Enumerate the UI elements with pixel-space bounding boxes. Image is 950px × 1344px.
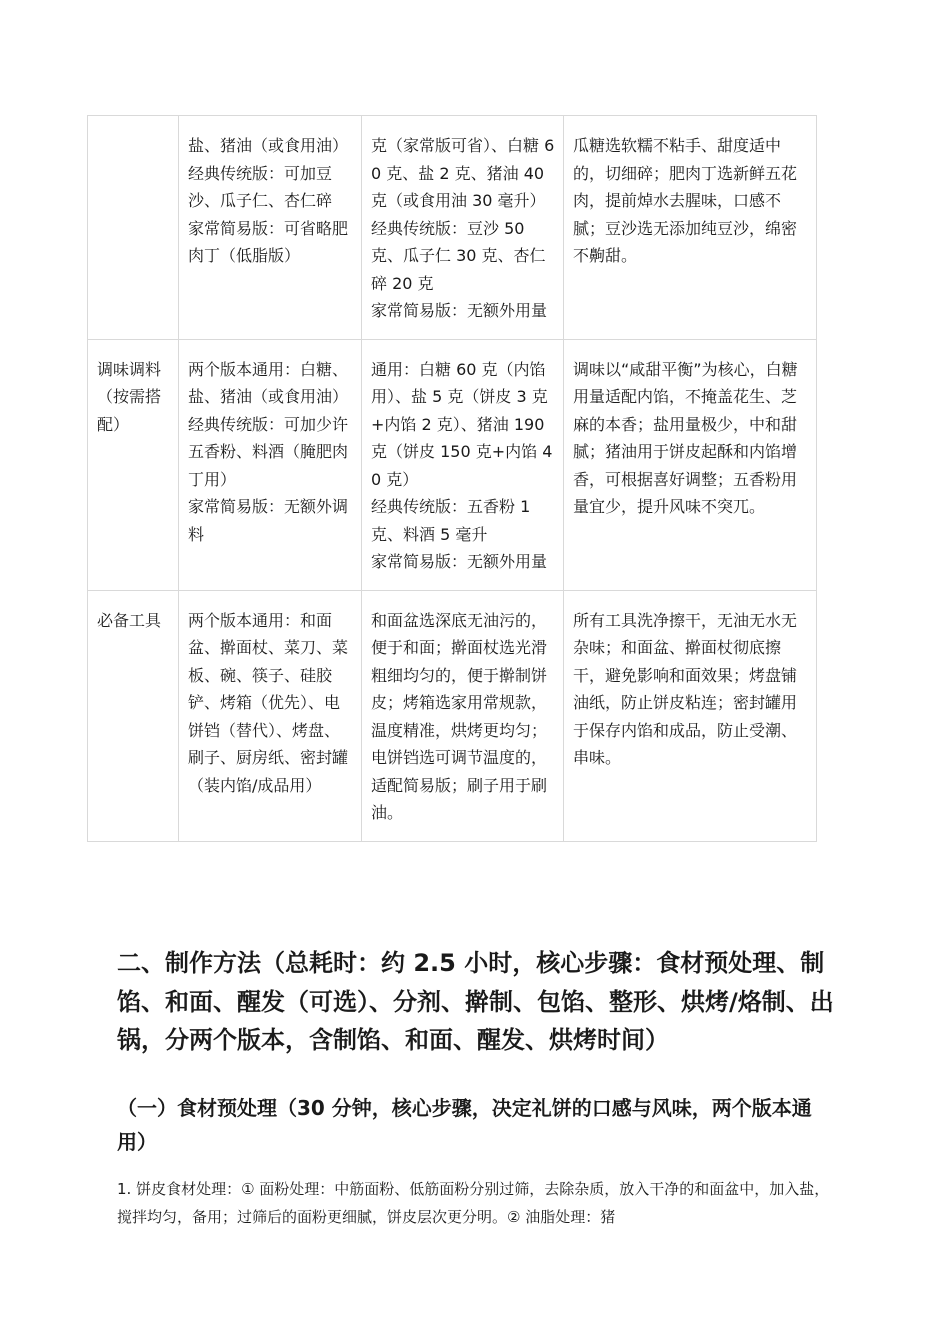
body-paragraph: 1. 饼皮食材处理：① 面粉处理：中筋面粉、低筋面粉分别过筛，去除杂质，放入干净的和面盆中，加入盐，搅拌均匀，备用；过筛后的面粉更细腻，饼皮层次更分明。② 油脂处理：猪 bbox=[117, 1180, 830, 1226]
table-row bbox=[88, 339, 817, 590]
subsection-heading: （一）食材预处理（30 分钟，核心步骤，决定礼饼的口感与风味，两个版本通用） bbox=[117, 1096, 812, 1154]
amount-cell bbox=[362, 339, 564, 590]
row-label-cell: 调味调料（按需搭配） bbox=[88, 339, 179, 590]
versions-cell bbox=[179, 590, 362, 841]
cell-line: 家常简易版：无额外调料 bbox=[188, 497, 349, 544]
notes-cell bbox=[564, 339, 817, 590]
table-row bbox=[88, 116, 817, 340]
versions-cell bbox=[179, 339, 362, 590]
notes-cell bbox=[564, 590, 817, 841]
cell-line: 两个版本通用：白糖、盐、猪油（或食用油） bbox=[188, 359, 349, 406]
cell-line: 家常简易版：无额外用量 bbox=[371, 552, 548, 571]
cell-line: 通用：白糖 60 克（内馅用）、盐 5 克（饼皮 3 克+内馅 2 克）、猪油 190 克（饼皮 150 克+内馅 40 克） bbox=[371, 359, 553, 489]
cell-line: 和面盆选深底无油污的，便于和面；擀面杖选光滑粗细均匀的，便于擀制饼皮；烤箱选家用常规款，温度精准，烘烤更均匀；电饼铛选可调节温度的，适配简易版；刷子用于刷油。 bbox=[371, 610, 548, 822]
cell-line: 经典传统版：豆沙 50 克、瓜子仁 30 克、杏仁碎 20 克 bbox=[371, 218, 546, 293]
cell-line: 调味以“咸甜平衡”为核心，白糖用量适配内馅，不掩盖花生、芝麻的本香；盐用量极少，中和甜腻；猪油用于饼皮起酥和内馅增香，可根据喜好调整；五香粉用量宜少，提升风味不突兀。 bbox=[573, 359, 798, 516]
cell-line: 所有工具洗净擦干，无油无水无杂味；和面盆、擀面杖彻底擦干，避免影响和面效果；烤盘铺油纸，防止饼皮粘连；密封罐用于保存内馅和成品，防止受潮、串味。 bbox=[573, 610, 798, 767]
cell-line: 经典传统版：可加豆沙、瓜子仁、杏仁碎 bbox=[188, 163, 333, 210]
section-heading: 二、制作方法（总耗时：约 2.5 小时，核心步骤：食材预处理、制馅、和面、醒发（可选）、分剂、擀制、包馅、整形、烘烤/烙制、出锅，分两个版本，含制馅、和面、醒发、烘烤时间） bbox=[117, 949, 834, 1054]
versions-cell bbox=[179, 116, 362, 340]
cell-line: 家常简易版：无额外用量 bbox=[371, 301, 548, 320]
amount-cell bbox=[362, 116, 564, 340]
row-label-cell bbox=[88, 116, 179, 340]
cell-line: 经典传统版：五香粉 1 克、料酒 5 毫升 bbox=[371, 497, 531, 544]
cell-line: 两个版本通用：和面盆、擀面杖、菜刀、菜板、碗、筷子、硅胶铲、烤箱（优先）、电饼铛（替代）、烤盘、刷子、厨房纸、密封罐（装内馅/成品用） bbox=[188, 610, 349, 795]
cell-line: 盐、猪油（或食用油） bbox=[188, 136, 349, 155]
ingredients-table bbox=[87, 115, 817, 842]
row-label-cell: 必备工具 bbox=[88, 590, 179, 841]
cell-line: 克（家常版可省）、白糖 60 克、盐 2 克、猪油 40 克（或食用油 30 毫升） bbox=[371, 136, 555, 210]
notes-cell bbox=[564, 116, 817, 340]
table-row bbox=[88, 590, 817, 841]
amount-cell bbox=[362, 590, 564, 841]
cell-line: 瓜糖选软糯不粘手、甜度适中的，切细碎；肥肉丁选新鲜五花肉，提前焯水去腥味，口感不腻；豆沙选无添加纯豆沙，绵密不齁甜。 bbox=[573, 136, 798, 265]
cell-line: 经典传统版：可加少许五香粉、料酒（腌肥肉丁用） bbox=[188, 414, 349, 489]
cell-line: 家常简易版：可省略肥肉丁（低脂版） bbox=[188, 218, 349, 265]
